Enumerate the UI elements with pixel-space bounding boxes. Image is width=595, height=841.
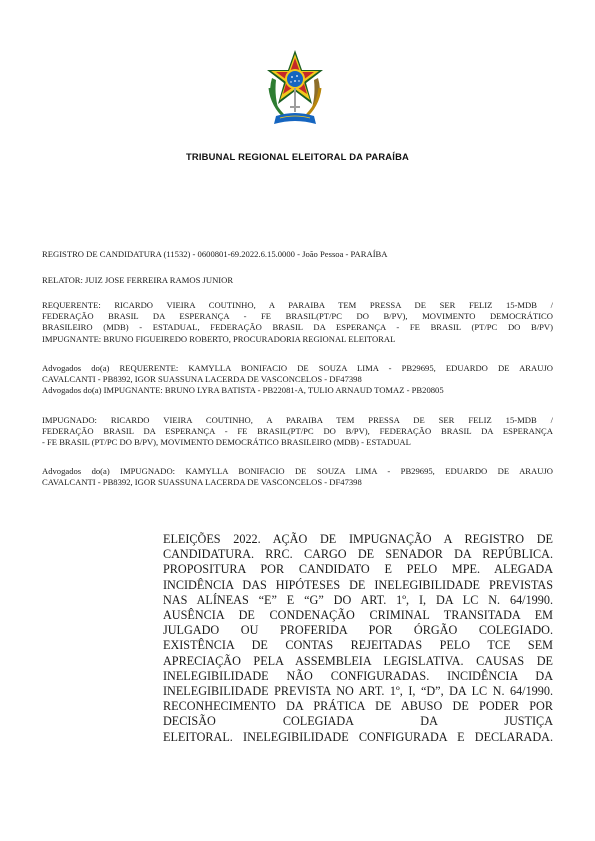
ementa-line: ELEIÇÕES 2022. AÇÃO DE IMPUGNAÇÃO A REGISTRO DE	[163, 532, 553, 546]
ementa-line: AUSÊNCIA DE CONDENAÇÃO CRIMINAL TRANSITADA EM	[163, 608, 553, 623]
ementa-line: PROPOSITURA POR CANDIDATO E PELO MPE. ALEGADA	[163, 562, 553, 577]
brazil-coat-of-arms-icon	[262, 48, 328, 130]
ementa-line: DECISÃO COLEGIADA DA JUSTIÇA	[163, 714, 553, 729]
respondent-block	[42, 415, 553, 449]
applicant-line: FEDERAÇÃO BRASIL DA ESPERANÇA - FE BRASIL(PT/PC DO B/PV), MOVIMENTO DEMOCRÁTICO	[42, 311, 553, 322]
ementa-line: INELEGIBILIDADE PREVISTA NO ART. 1º, I, “D”, DA LC N. 64/1990.	[163, 684, 553, 699]
respondent-lawyers-block	[42, 466, 553, 488]
rapporteur	[42, 275, 553, 286]
applicant-line: REQUERENTE: RICARDO VIEIRA COUTINHO, A PARAIBA TEM PRESSA DE SER FELIZ 15-MDB /	[42, 300, 553, 310]
respondent-line: IMPUGNADO: RICARDO VIEIRA COUTINHO, A PARAIBA TEM PRESSA DE SER FELIZ 15-MDB /	[42, 415, 553, 425]
ementa-line: ELEITORAL. INELEGIBILIDADE CONFIGURADA E DECLARADA.	[163, 729, 553, 744]
ementa-line: CANDIDATURA. RRC. CARGO DE SENADOR DA REPÚBLICA.	[163, 547, 553, 562]
ementa-line: APRECIAÇÃO PELA ASSEMBLEIA LEGISLATIVA. CAUSAS DE	[163, 653, 553, 668]
ementa-line: INELEGIBILIDADE NÃO CONFIGURADAS. INCIDÊNCIA DA	[163, 668, 553, 683]
lawyers-line: Advogados do(a) IMPUGNADO: KAMYLLA BONIFACIO DE SOUZA LIMA - PB29695, EDUARDO DE ARAUJO	[42, 466, 553, 476]
case-registration	[42, 249, 553, 260]
lawyers-line: CAVALCANTI - PB8392, IGOR SUASSUNA LACERDA DE VASCONCELOS - DF47398	[42, 374, 362, 385]
case-registration-text: REGISTRO DE CANDIDATURA (11532) - 0600801-69.2022.6.15.0000 - João Pessoa - PARAÍBA	[42, 249, 388, 259]
challenger-line: IMPUGNANTE: BRUNO FIGUEIREDO ROBERTO, PROCURADORIA REGIONAL ELEITORAL	[42, 333, 396, 344]
applicant-block	[42, 300, 553, 345]
lawyers-line: Advogados do(a) REQUERENTE: KAMYLLA BONIFACIO DE SOUZA LIMA - PB29695, EDUARDO DE ARAUJO	[42, 363, 553, 373]
respondent-line: FEDERAÇÃO BRASIL DA ESPERANÇA - FE BRASIL(PT/PC DO B/PV), FEDERAÇÃO BRASIL DA ESPERANÇA	[42, 426, 553, 437]
respondent-line: - FE BRASIL (PT/PC DO B/PV), MOVIMENTO DEMOCRÁTICO BRASILEIRO (MDB) - ESTADUAL	[42, 437, 411, 448]
applicant-line: BRASILEIRO (MDB) - ESTADUAL, FEDERAÇÃO BRASIL DA ESPERANÇA - FE BRASIL (PT/PC DO B/PV)	[42, 322, 553, 333]
ementa-line: NAS ALÍNEAS “E” E “G” DO ART. 1º, I, DA LC N. 64/1990.	[163, 592, 553, 607]
ementa-line: INCIDÊNCIA DAS HIPÓTESES DE INELEGIBILIDADE PREVISTAS	[163, 577, 553, 592]
ementa-line: RECONHECIMENTO DA PRÁTICA DE ABUSO DE PODER POR	[163, 699, 553, 714]
rapporteur-text: RELATOR: JUIZ JOSE FERREIRA RAMOS JUNIOR	[42, 275, 234, 285]
ementa-line: JULGADO OU PROFERIDA POR ÓRGÃO COLEGIADO.	[163, 623, 553, 638]
ementa-line: EXISTÊNCIA DE CONTAS REJEITADAS PELO TCE SEM	[163, 638, 553, 653]
lawyers-line: CAVALCANTI - PB8392, IGOR SUASSUNA LACERDA DE VASCONCELOS - DF47398	[42, 477, 362, 488]
applicant-lawyers-block	[42, 363, 553, 397]
ementa-summary	[163, 532, 553, 745]
lawyers-line: Advogados do(a) IMPUGNANTE: BRUNO LYRA BATISTA - PB22081-A, TULIO ARNAUD TOMAZ - PB20805	[42, 385, 444, 396]
court-title: TRIBUNAL REGIONAL ELEITORAL DA PARAÍBA	[185, 151, 410, 162]
